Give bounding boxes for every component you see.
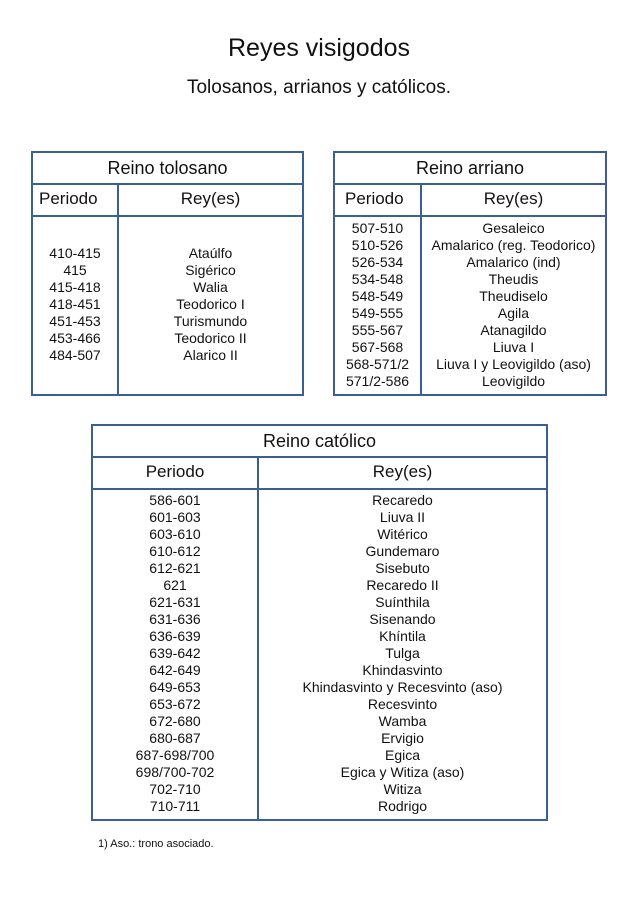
period-cell: 526-534 bbox=[351, 253, 404, 270]
period-cell: 672-680 bbox=[149, 713, 201, 729]
periodo-column bbox=[33, 215, 117, 394]
king-cell: Sisenando bbox=[369, 611, 436, 627]
period-cell: 451-453 bbox=[49, 313, 101, 329]
king-cell: Rodrigo bbox=[377, 798, 428, 814]
table-reino-catolico bbox=[91, 424, 548, 821]
period-cell: 612-621 bbox=[149, 560, 201, 576]
king-cell: Sigérico bbox=[185, 262, 236, 278]
table-heading: Reino arriano bbox=[335, 153, 605, 185]
king-cell: Walia bbox=[193, 279, 228, 295]
king-cell: Teodorico I bbox=[176, 296, 245, 312]
period-cell: 639-642 bbox=[149, 645, 201, 661]
period-cell: 567-568 bbox=[351, 338, 404, 355]
period-cell: 649-653 bbox=[149, 679, 201, 695]
period-cell: 642-649 bbox=[149, 662, 201, 678]
period-cell: 453-466 bbox=[49, 330, 101, 346]
period-cell: 710-711 bbox=[149, 798, 201, 814]
period-cell: 680-687 bbox=[149, 730, 201, 746]
period-cell: 653-672 bbox=[149, 696, 201, 712]
column-header-rey: Rey(es) bbox=[483, 189, 544, 208]
king-cell: Tulga bbox=[385, 645, 420, 661]
king-cell: Recesvinto bbox=[367, 696, 438, 712]
king-cell: Recaredo bbox=[372, 492, 433, 508]
period-cell: 484-507 bbox=[49, 347, 101, 363]
king-cell: Liuva II bbox=[379, 509, 426, 525]
table-heading: Reino tolosano bbox=[33, 153, 302, 185]
king-cell: Khindasvinto y Recesvinto (aso) bbox=[302, 679, 503, 695]
king-cell: Amalarico (ind) bbox=[466, 253, 561, 270]
king-cell: Khindasvinto bbox=[362, 662, 443, 678]
king-cell: Liuva I bbox=[492, 338, 535, 355]
period-cell: 415 bbox=[63, 262, 87, 278]
king-cell: Witiza bbox=[383, 781, 422, 797]
period-cell: 586-601 bbox=[149, 492, 201, 508]
column-header-periodo: Periodo bbox=[39, 189, 98, 208]
period-cell: 568-571/2 bbox=[345, 355, 410, 372]
period-cell: 636-639 bbox=[149, 628, 201, 644]
king-cell: Sisebuto bbox=[375, 560, 430, 576]
period-cell: 687-698/700 bbox=[135, 747, 215, 763]
king-cell: Egica y Witiza (aso) bbox=[340, 764, 465, 780]
column-header-row bbox=[93, 456, 546, 490]
column-header-rey: Rey(es) bbox=[180, 189, 241, 208]
rey-column bbox=[259, 488, 546, 819]
period-cell: 534-548 bbox=[351, 270, 404, 287]
king-cell: Alarico II bbox=[183, 347, 238, 363]
table-reino-tolosano bbox=[31, 151, 304, 396]
table-heading: Reino católico bbox=[93, 426, 546, 458]
period-cell: 698/700-702 bbox=[135, 764, 215, 780]
period-cell: 571/2-586 bbox=[345, 372, 410, 389]
king-cell: Gesaleico bbox=[482, 219, 545, 236]
table-reino-arriano bbox=[333, 151, 607, 396]
king-cell: Agila bbox=[497, 304, 530, 321]
king-cell: Atanagildo bbox=[480, 321, 547, 338]
period-cell: 549-555 bbox=[351, 304, 404, 321]
footnote: 1) Aso.: trono asociado. bbox=[98, 838, 214, 850]
period-cell: 631-636 bbox=[149, 611, 201, 627]
periodo-column bbox=[93, 488, 257, 819]
king-cell: Teodorico II bbox=[174, 330, 247, 346]
period-cell: 418-451 bbox=[49, 296, 101, 312]
period-cell: 610-612 bbox=[149, 543, 201, 559]
king-cell: Ataúlfo bbox=[188, 245, 233, 261]
king-cell: Ervigio bbox=[381, 730, 424, 746]
page-subtitle: Tolosanos, arrianos y católicos. bbox=[186, 77, 451, 98]
king-cell: Khíntila bbox=[379, 628, 426, 644]
period-cell: 621 bbox=[163, 577, 187, 593]
king-cell: Amalarico (reg. Teodorico) bbox=[431, 236, 596, 253]
period-cell: 555-567 bbox=[351, 321, 404, 338]
period-cell: 621-631 bbox=[149, 594, 201, 610]
king-cell: Liuva I y Leovigildo (aso) bbox=[436, 355, 591, 372]
page-title: Reyes visigodos bbox=[227, 34, 411, 62]
period-cell: 603-610 bbox=[149, 526, 201, 542]
king-cell: Wamba bbox=[378, 713, 427, 729]
period-cell: 548-549 bbox=[351, 287, 404, 304]
period-cell: 702-710 bbox=[149, 781, 201, 797]
period-cell: 507-510 bbox=[351, 219, 404, 236]
king-cell: Suínthila bbox=[375, 594, 430, 610]
column-header-rey: Rey(es) bbox=[372, 462, 433, 481]
king-cell: Recaredo II bbox=[366, 577, 439, 593]
periodo-column bbox=[335, 215, 420, 394]
king-cell: Egica bbox=[384, 747, 421, 763]
rey-column bbox=[119, 215, 302, 394]
column-header-row bbox=[33, 183, 302, 217]
period-cell: 510-526 bbox=[351, 236, 404, 253]
column-header-periodo: Periodo bbox=[145, 462, 205, 481]
period-cell: 601-603 bbox=[149, 509, 201, 525]
column-header-periodo: Periodo bbox=[345, 189, 404, 208]
column-header-row bbox=[335, 183, 605, 217]
king-cell: Witérico bbox=[377, 526, 428, 542]
king-cell: Gundemaro bbox=[365, 543, 440, 559]
king-cell: Theudiselo bbox=[479, 287, 548, 304]
rey-column bbox=[422, 215, 605, 394]
king-cell: Turismundo bbox=[173, 313, 248, 329]
king-cell: Theudis bbox=[488, 270, 539, 287]
king-cell: Leovigildo bbox=[481, 372, 546, 389]
period-cell: 415-418 bbox=[49, 279, 101, 295]
period-cell: 410-415 bbox=[49, 245, 101, 261]
